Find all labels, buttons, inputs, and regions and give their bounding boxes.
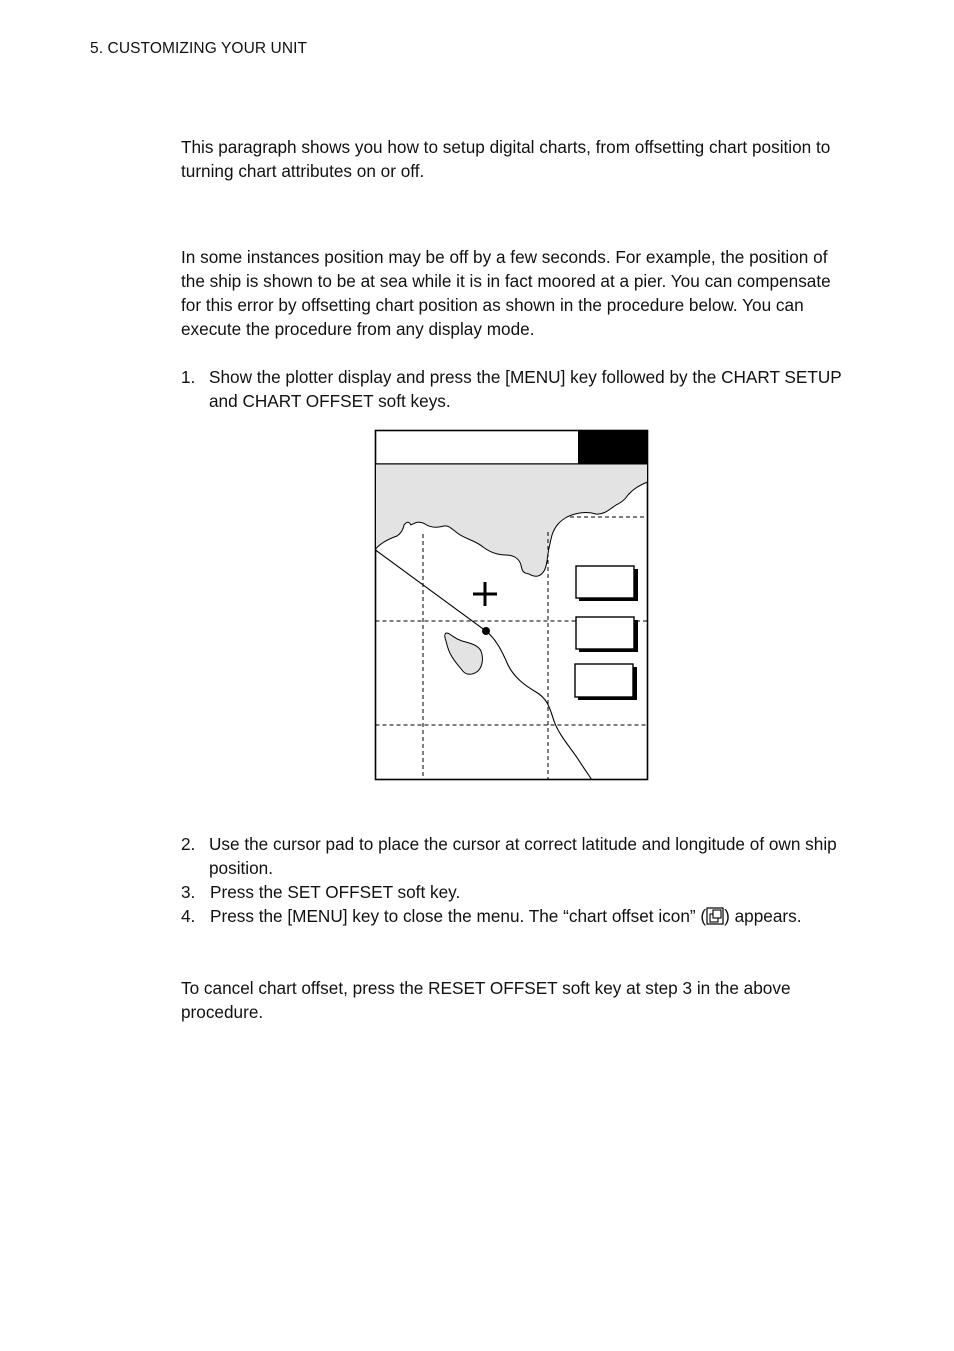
step-number: 4. (181, 906, 196, 926)
own-ship-mark (482, 627, 490, 635)
step-text: Use the cursor pad to place the cursor at correct latitude and longitude of own ship position. (209, 834, 837, 878)
step-text (181, 904, 851, 928)
plotter-display-illustration (374, 429, 650, 782)
cancel-paragraph: To cancel chart offset, press the RESET OFFSET soft key at step 3 in the above procedure. (181, 978, 791, 1022)
step-3 (181, 880, 851, 904)
step-2 (181, 832, 851, 880)
chart-offset-icon (706, 905, 724, 925)
offset-paragraph: In some instances position may be off by a few seconds. For example, the position of the ship is shown to be at sea while it is in fact moored at a pier. You can compensate for this error by offsetting chart position as shown in the procedure below. You can execute the procedure from any display mode. (181, 247, 831, 339)
step-4 (181, 904, 851, 928)
menu-title-block (578, 431, 648, 465)
running-header: 5. CUSTOMIZING YOUR UNIT (90, 40, 308, 57)
step-number: 1. (181, 367, 196, 387)
step-number: 2. (181, 834, 196, 854)
step-text: Show the plotter display and press the [MENU] key followed by the CHART SETUP and CHART OFFSET soft keys. (209, 367, 842, 411)
intro-paragraph: This paragraph shows you how to setup digital charts, from offsetting chart position to turning chart attributes on or off. (181, 137, 831, 181)
step-1 (181, 365, 851, 413)
step-text-after-icon: ) appears. (724, 906, 802, 926)
step-text: Press the SET OFFSET soft key. (210, 882, 461, 902)
soft-keys (575, 566, 638, 700)
step-number: 3. (181, 882, 196, 902)
step-text-before-icon: Press the [MENU] key to close the menu. The “chart offset icon” ( (210, 906, 707, 926)
